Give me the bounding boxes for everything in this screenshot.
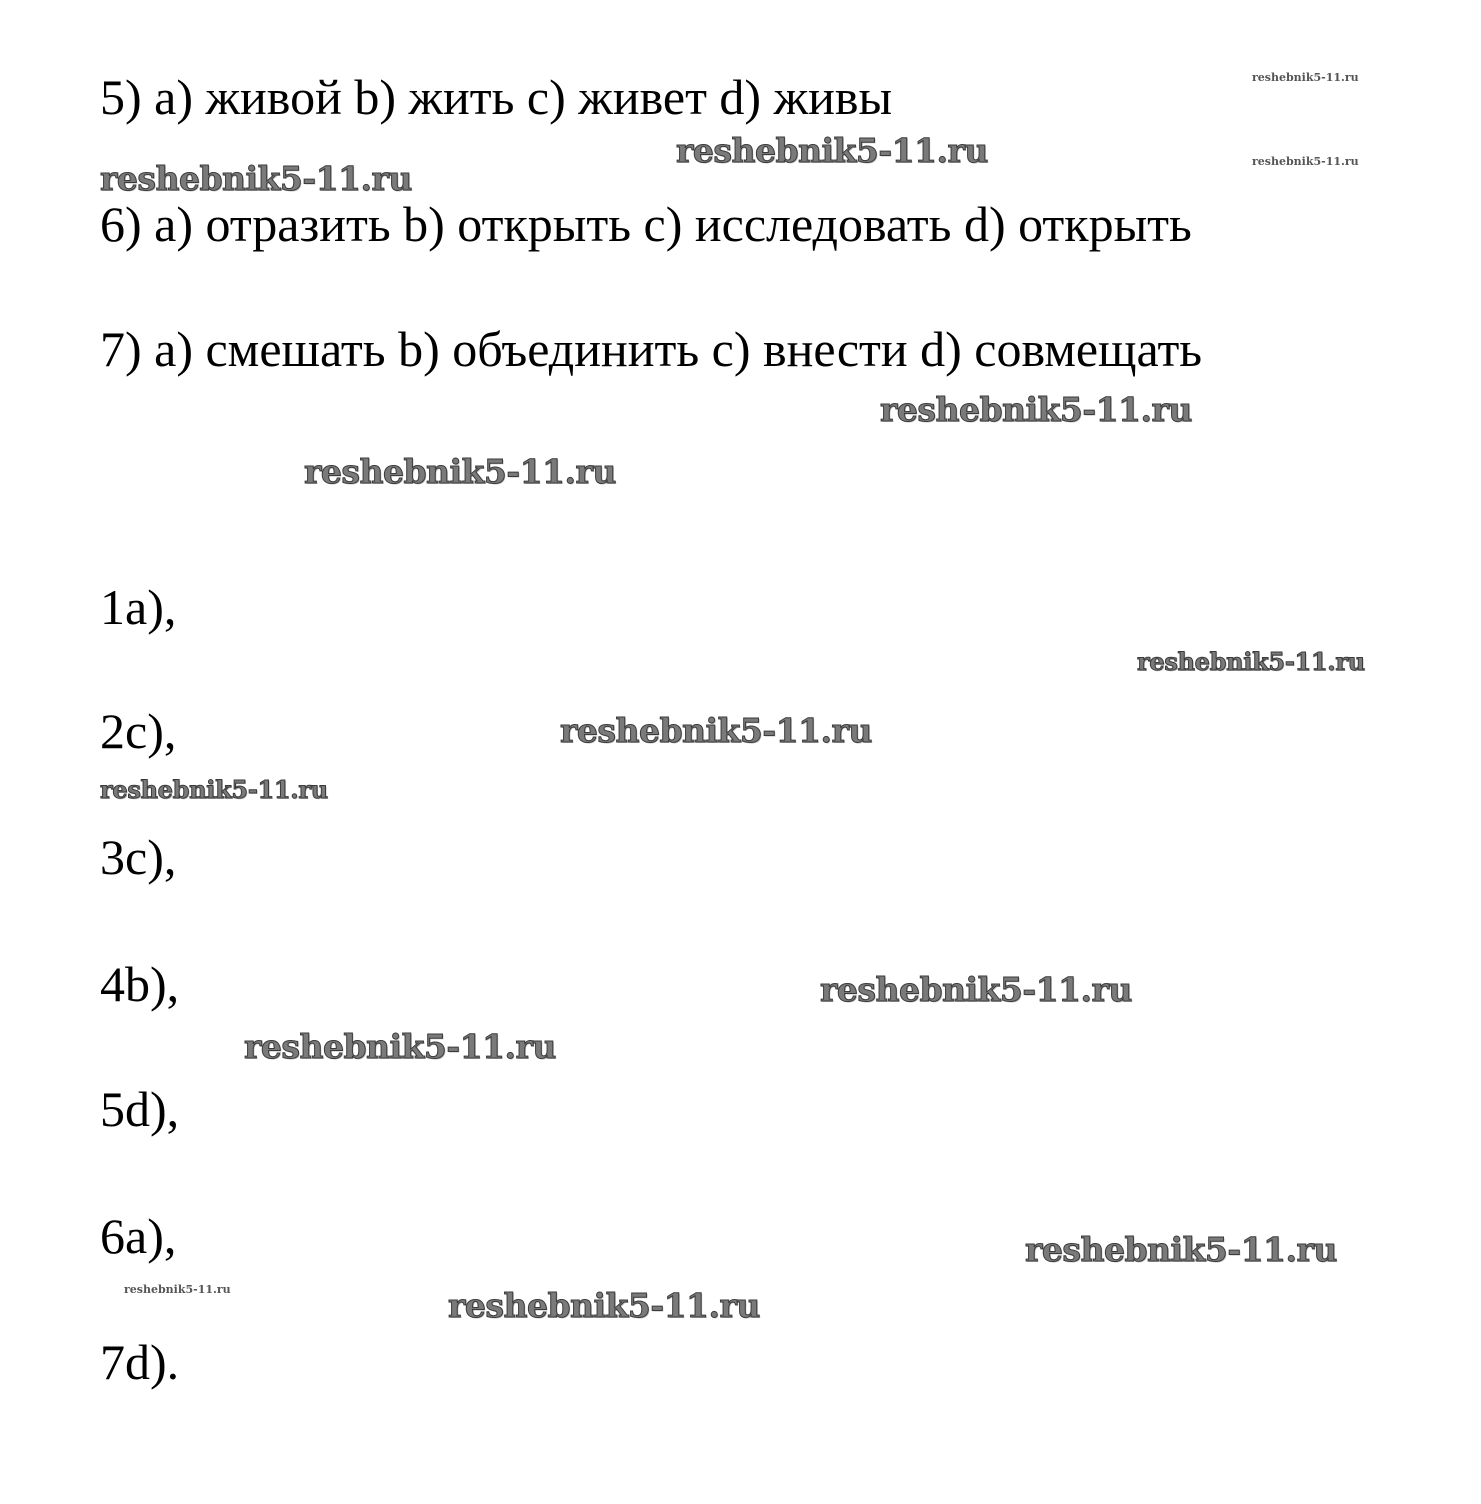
answer-3: 3c), — [100, 829, 177, 885]
watermark: reshebnik5-11.ru — [1137, 647, 1365, 676]
answer-4: 4b), — [100, 956, 180, 1012]
watermark: reshebnik5-11.ru — [448, 1286, 760, 1325]
option-line-5: 5) a) живой b) жить c) живет d) живы — [100, 69, 893, 125]
watermark: reshebnik5-11.ru — [304, 452, 616, 491]
watermark: reshebnik5-11.ru — [560, 711, 872, 750]
watermark: reshebnik5-11.ru — [1252, 71, 1359, 84]
watermark: reshebnik5-11.ru — [100, 159, 412, 198]
answer-2: 2c), — [100, 703, 177, 759]
watermark: reshebnik5-11.ru — [100, 775, 328, 804]
option-line-7: 7) a) смешать b) объединить c) внести d) совмещать — [100, 321, 1203, 377]
watermark: reshebnik5-11.ru — [244, 1027, 556, 1066]
watermark: reshebnik5-11.ru — [124, 1283, 231, 1296]
answer-1: 1a), — [100, 579, 177, 635]
option-line-6: 6) a) отразить b) открыть c) исследовать d) открыть — [100, 196, 1192, 252]
watermark: reshebnik5-11.ru — [820, 970, 1132, 1009]
answer-6: 6a), — [100, 1208, 177, 1264]
answer-5: 5d), — [100, 1081, 180, 1137]
watermark: reshebnik5-11.ru — [676, 131, 988, 170]
watermark: reshebnik5-11.ru — [1025, 1230, 1337, 1269]
watermark: reshebnik5-11.ru — [880, 390, 1192, 429]
watermark: reshebnik5-11.ru — [1252, 155, 1359, 168]
answer-7: 7d). — [100, 1334, 180, 1390]
